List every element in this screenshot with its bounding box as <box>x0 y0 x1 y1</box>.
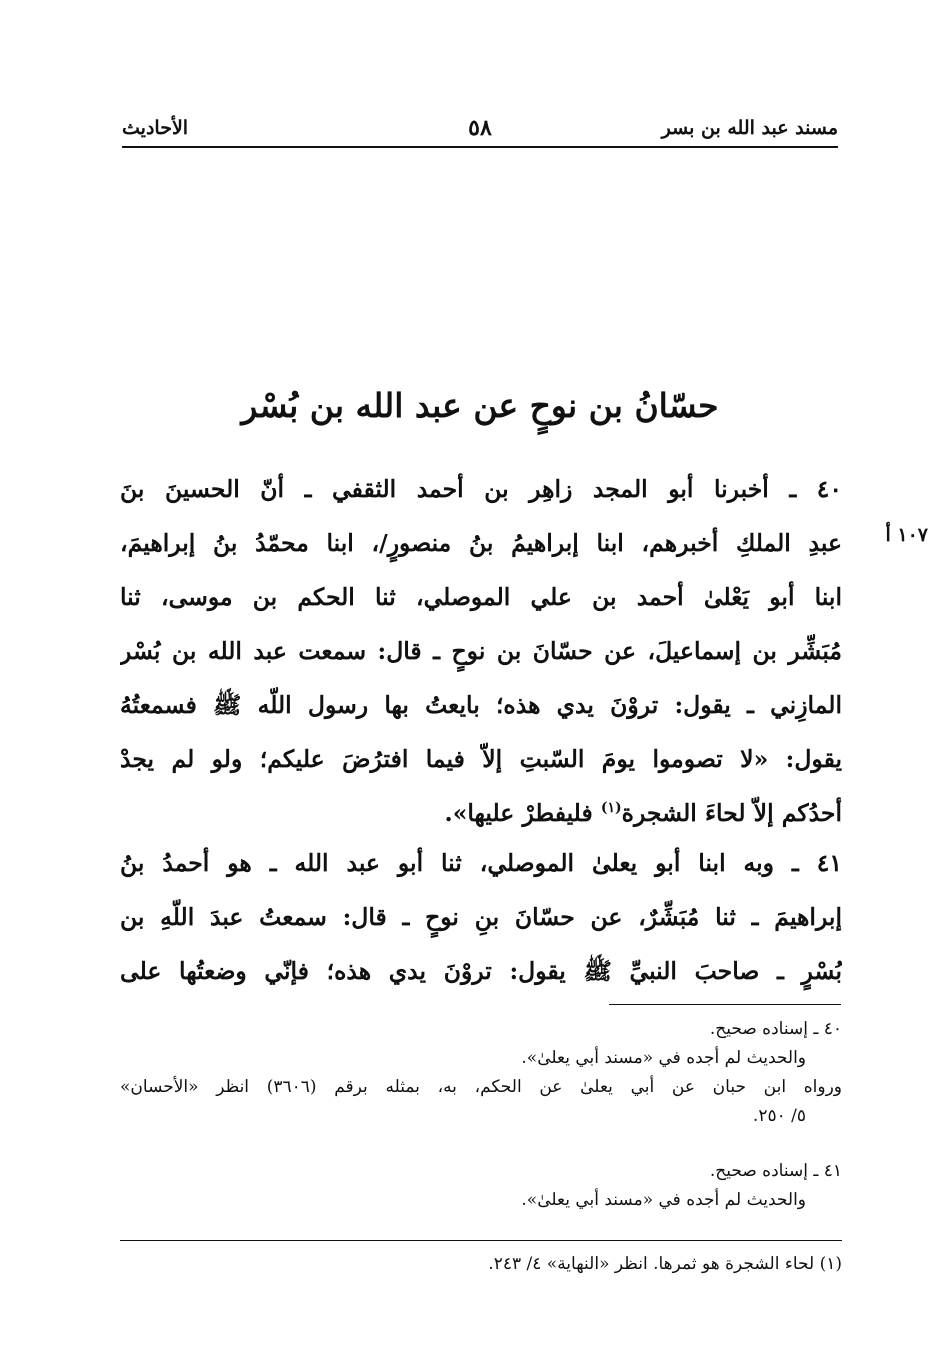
section-title: حسّانُ بن نوحٍ عن عبد الله بن بُسْر <box>241 386 719 425</box>
commentary-41 <box>120 1157 842 1215</box>
footnotes <box>120 1250 842 1279</box>
hadith-line: ابنا أبو يَعْلىٰ أحمد بن علي الموصلي، ثنا الحكم بن موسى، ثنا <box>120 583 842 611</box>
manuscript-folio-ref: ١٠٧ أ <box>885 524 928 546</box>
commentary-line: ٤١ ـ إسناده صحيح. <box>709 1161 842 1181</box>
hadith-line: المازِني ـ يقول: تروْنَ يدي هذه؛ بايعتُ بها رسول اللّه ﷺ فسمعتُهُ <box>120 691 842 719</box>
commentary-line: والحديث لم أجده في «مسند أبي يعلىٰ». <box>521 1048 806 1068</box>
book-title: مسند عبد الله بن بسر <box>661 117 838 139</box>
footnote-marker: (١) <box>600 800 622 817</box>
hadith-line: ٤٠ ـ أخبرنا أبو المجد زاهِر بن أحمد الثقفي ـ أنّ الحسينَ بنَ <box>120 475 842 503</box>
hadith-line: إبراهيمَ ـ ثنا مُبَشِّرٌ، عن حسّانَ بنِ نوحٍ ـ قال: سمعتُ عبدَ اللّهِ بن <box>120 903 842 931</box>
commentary-line: ورواه ابن حبان عن أبي يعلىٰ عن الحكم، به، بمثله برقم (٣٦٠٦) انظر «الأحسان» <box>120 1077 842 1097</box>
hadith-last-line <box>120 786 842 840</box>
commentary-separator <box>609 1004 841 1005</box>
hadith-40 <box>120 462 842 840</box>
commentary-line: ٥/ ٢٥٠. <box>752 1106 806 1126</box>
hadith-line: مُبَشِّر بن إسماعيلَ، عن حسّانَ بن نوحٍ ـ قال: سمعت عبد الله بن بُسْر <box>120 637 842 665</box>
hadith-text: فليفطرْ عليها». <box>444 799 601 827</box>
commentary-40 <box>120 1015 842 1131</box>
hadith-line: يقول: «لا تصوموا يومَ السّبتِ إلاّ فيما افترُضَ عليكم؛ ولو لم يجدْ <box>120 745 842 773</box>
commentary-line: ٤٠ ـ إسناده صحيح. <box>709 1019 842 1039</box>
hadith-line: عبدِ الملكِ أخبرهم، ابنا إبراهيمُ بنُ منصورٍ/، ابنا محمّدُ بنُ إبراهيمَ، <box>120 529 842 557</box>
hadith-41 <box>120 836 842 998</box>
commentary-line: والحديث لم أجده في «مسند أبي يعلىٰ». <box>521 1190 806 1210</box>
footnote-1: (١) لحاء الشجرة هو ثمرها. انظر «النهاية» ٤/ ٢٤٣. <box>488 1254 842 1274</box>
hadith-line: بُسْرٍ ـ صاحبَ النبيِّ ﷺ يقول: تروْنَ يدي هذه؛ فإنّي وضعتُها على <box>120 957 842 985</box>
page-number: ٥٨ <box>468 115 492 141</box>
hadith-line: ٤١ ـ وبه ابنا أبو يعلىٰ الموصلي، ثنا أبو عبد الله ـ هو أحمدُ بنُ <box>120 849 842 877</box>
running-header <box>122 112 838 148</box>
hadith-text: أحدُكم إلاّ لحاءَ الشجرة <box>621 799 842 827</box>
footnote-separator <box>120 1240 842 1241</box>
chapter-title: الأحاديث <box>122 117 189 139</box>
